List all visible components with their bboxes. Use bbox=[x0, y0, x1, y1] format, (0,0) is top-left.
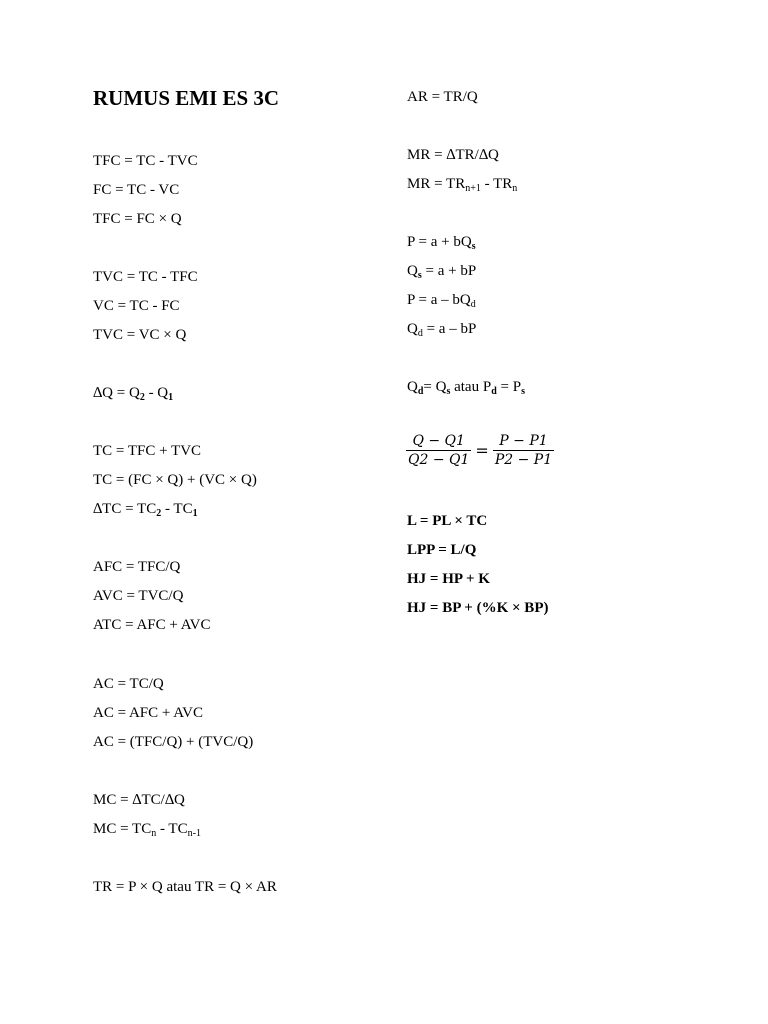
equals-sign: = bbox=[475, 441, 489, 460]
formula-atc: ATC = AFC + AVC bbox=[93, 617, 211, 633]
formula-tfc-1: TFC = TC - TVC bbox=[93, 153, 198, 169]
formula-hj-2: HJ = BP + (%K × BP) bbox=[407, 600, 549, 616]
formula-ac-2: AC = AFC + AVC bbox=[93, 705, 204, 721]
formula-p-supply: $P = a + bQ_s$ bbox=[407, 234, 476, 252]
formula-mr-2: MR = $TR_{n+1} - TR_n$ bbox=[407, 176, 518, 194]
formula-hj-1: HJ = HP + K bbox=[407, 571, 490, 587]
formula-delta-tc: $\Delta TC = TC_2 - TC_1$ bbox=[93, 501, 198, 519]
formula-equilibrium: $Q_d= Q_s$ atau $P_d = P_s$ bbox=[407, 379, 525, 397]
formula-tvc-2: TVC = VC × Q bbox=[93, 327, 187, 343]
formula-mr-1: MR = ∆TR/∆Q bbox=[407, 147, 499, 163]
formula-tc-1: TC = TFC + TVC bbox=[93, 443, 202, 459]
formula-avc: AVC = TVC/Q bbox=[93, 588, 184, 604]
formula-ac-3: AC = (TFC/Q) + (TVC/Q) bbox=[93, 734, 254, 750]
formula-l: L = PL × TC bbox=[407, 513, 488, 529]
formula-p-demand: $P = a - bQ_d$ bbox=[407, 292, 476, 310]
formula-qs: $Q_s = a$ + bP bbox=[407, 263, 477, 281]
formula-lpp: LPP = L/Q bbox=[407, 542, 477, 558]
fraction-right-denominator: P2 − P1 bbox=[494, 452, 553, 468]
formula-ac-1: AC = TC/Q bbox=[93, 676, 164, 692]
fraction-left-denominator: Q2 − Q1 bbox=[408, 452, 470, 468]
formula-vc-1: VC = TC - FC bbox=[93, 298, 180, 314]
fraction-right-numerator: P − P1 bbox=[499, 433, 548, 449]
document-title: RUMUS EMI ES 3C bbox=[93, 86, 280, 110]
formula-ar: AR = TR/Q bbox=[407, 89, 478, 105]
formula-tfc-2: TFC = FC × Q bbox=[93, 211, 182, 227]
formula-qd: $Q_d = a$ – bP bbox=[407, 321, 477, 339]
formula-tvc-1: TVC = TC - TFC bbox=[93, 269, 198, 285]
formula-tr: TR = P × Q atau TR = Q × AR bbox=[93, 879, 277, 895]
formula-tc-2: TC = (FC × Q) + (VC × Q) bbox=[93, 472, 257, 488]
formula-fraction-equation bbox=[406, 432, 554, 469]
formula-afc: AFC = TFC/Q bbox=[93, 559, 181, 575]
formula-delta-q: $\Delta Q = Q_2 - Q_1$ bbox=[93, 385, 174, 403]
formula-fc-1: FC = TC - VC bbox=[93, 182, 180, 198]
fraction-right bbox=[493, 432, 554, 469]
formula-mc-2: MC = $TC_n - TC_{n-1}$ bbox=[93, 821, 201, 839]
formula-mc-1: MC = ∆TC/∆Q bbox=[93, 792, 185, 808]
fraction-left-numerator: Q − Q1 bbox=[412, 433, 465, 449]
fraction-left bbox=[406, 432, 471, 469]
